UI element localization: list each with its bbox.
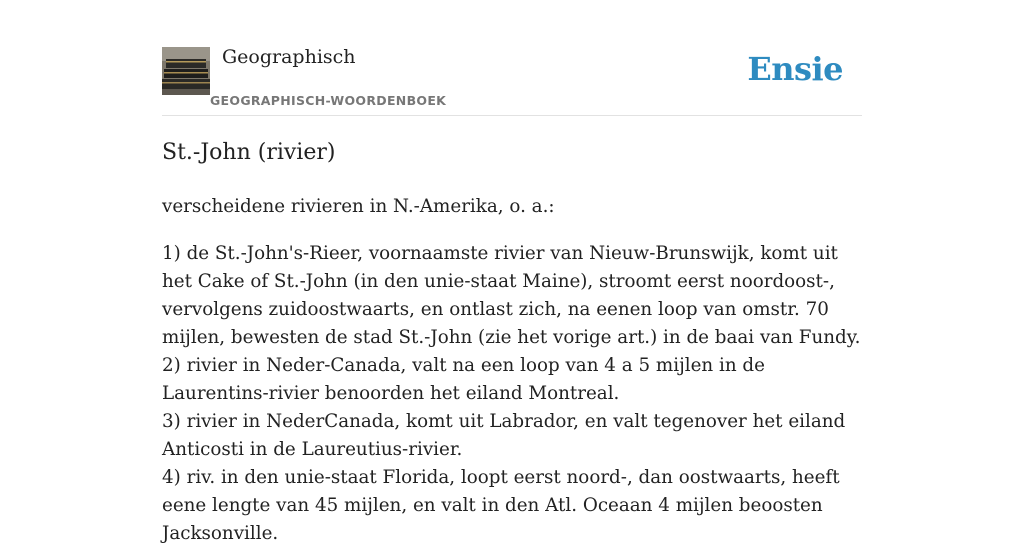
source-slug[interactable]: GEOGRAPHISCH-WOORDENBOEK bbox=[210, 93, 447, 108]
article-content bbox=[162, 193, 862, 548]
article-intro: verscheidene rivieren in N.-Amerika, o. a.: bbox=[162, 196, 555, 217]
list-item: 3) rivier in NederCanada, komt uit Labrador, en valt tegenover het eiland Anticosti in de Laureutius-rivier. bbox=[162, 411, 846, 460]
ensie-logo[interactable]: Ensie bbox=[747, 50, 843, 88]
list-item: 1) de St.-John's-Rieer, voornaamste rivier van Nieuw-Brunswijk, komt uit het Cake of St.-John (in den unie-staat Maine), stroomt eerst noordoost-, vervolgens zuidoostwaarts, en ontlast zich, na eenen loop van omstr. 70 mijlen, bewesten de stad St.-John (zie het vorige art.) in de baai van Fundy. bbox=[162, 243, 861, 348]
source-avatar[interactable] bbox=[162, 47, 210, 95]
list-item: 2) rivier in Neder-Canada, valt na een loop van 4 a 5 mijlen in de Laurentins-rivier benoorden het eiland Montreal. bbox=[162, 355, 765, 404]
book-spines-icon bbox=[162, 47, 210, 95]
header-divider bbox=[162, 115, 862, 116]
list-item: 4) riv. in den unie-staat Florida, loopt eerst noord-, dan oostwaarts, heeft eene lengte van 45 mijlen, en valt in den Atl. Oceaan 4 mijlen beoosten Jacksonville. bbox=[162, 467, 840, 544]
article-title: St.-John (rivier) bbox=[162, 140, 336, 165]
source-name[interactable]: Geographisch bbox=[222, 46, 356, 68]
